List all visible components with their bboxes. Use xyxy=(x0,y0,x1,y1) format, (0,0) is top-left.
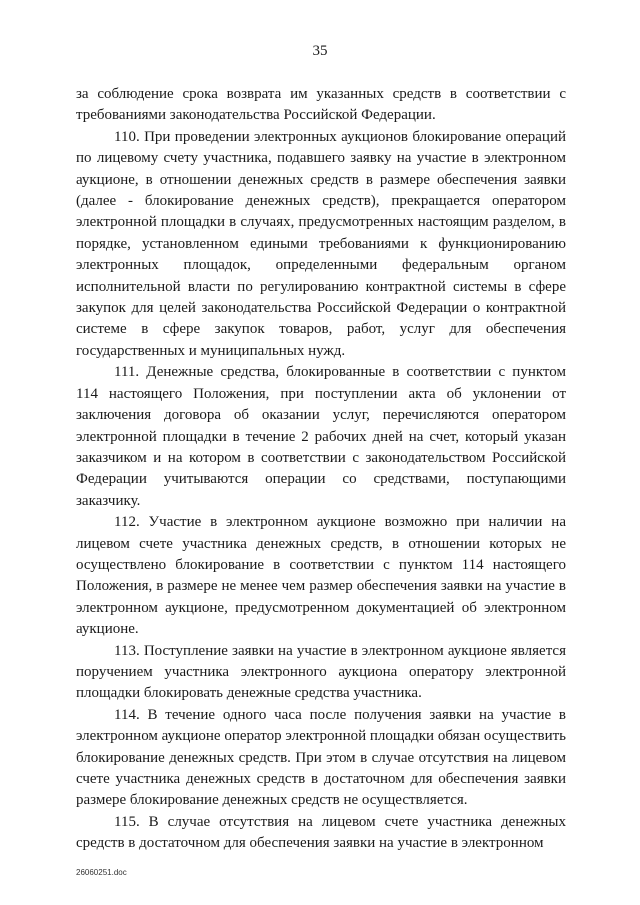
paragraph-114: 114. В течение одного часа после получения заявки на участие в электронном аукционе оператор электронной площадки обязан осуществить блокирование денежных средств. При этом в случае отсутствия на лицевом счете участника денежных средств в достаточном для обеспечения заявки размере блокирование денежных средств не осуществляется. xyxy=(76,706,566,809)
document-body xyxy=(76,84,566,855)
page-number: 35 xyxy=(312,43,328,59)
paragraph-113: 113. Поступление заявки на участие в электронном аукционе является поручением участника электронного аукциона оператору электронной площадки блокировать денежные средства участника. xyxy=(76,642,566,702)
file-name-footer: 26060251.doc xyxy=(76,868,127,877)
paragraph-continuation: за соблюдение срока возврата им указанных средств в соответствии с требованиями законодательства Российской Федерации. xyxy=(76,86,566,124)
paragraph-115: 115. В случае отсутствия на лицевом счете участника денежных средств в достаточном для обеспечения заявки на участие в электронном xyxy=(76,813,566,852)
paragraph-112: 112. Участие в электронном аукционе возможно при наличии на лицевом счете участника денежных средств, в отношении которых не осуществлено блокирование в соответствии с пунктом 114 настоящего Положения, в размере не менее чем размер обеспечения заявки на участие в электронном аукционе, предусмотренном документацией об электронном аукционе. xyxy=(76,514,566,638)
paragraph-111: 111. Денежные средства, блокированные в соответствии с пунктом 114 настоящего Положения, при поступлении акта об уклонении от заключения договора об оказании услуг, перечисляются оператором электронной площадки в течение 2 рабочих дней на счет, который указан заказчиком и на котором в соответствии с законодательством Российской Федерации учитываются операции со средствами, поступающими заказчику. xyxy=(76,364,566,509)
paragraph-110: 110. При проведении электронных аукционов блокирование операций по лицевому счету участника, подавшего заявку на участие в электронном аукционе, в отношении денежных средств в размере обеспечения заявки (далее - блокирование денежных средств), прекращается оператором электронной площадки в случаях, предусмотренных настоящим разделом, в порядке, установленном едиными требованиями к функционированию электронных площадок, определенными федеральным органом исполнительной власти по регулированию контрактной системы в сфере закупок для целей законодательства Российской Федерации о контрактной системе в сфере закупок товаров, работ, услуг для обеспечения государственных и муниципальных нужд. xyxy=(76,128,566,359)
